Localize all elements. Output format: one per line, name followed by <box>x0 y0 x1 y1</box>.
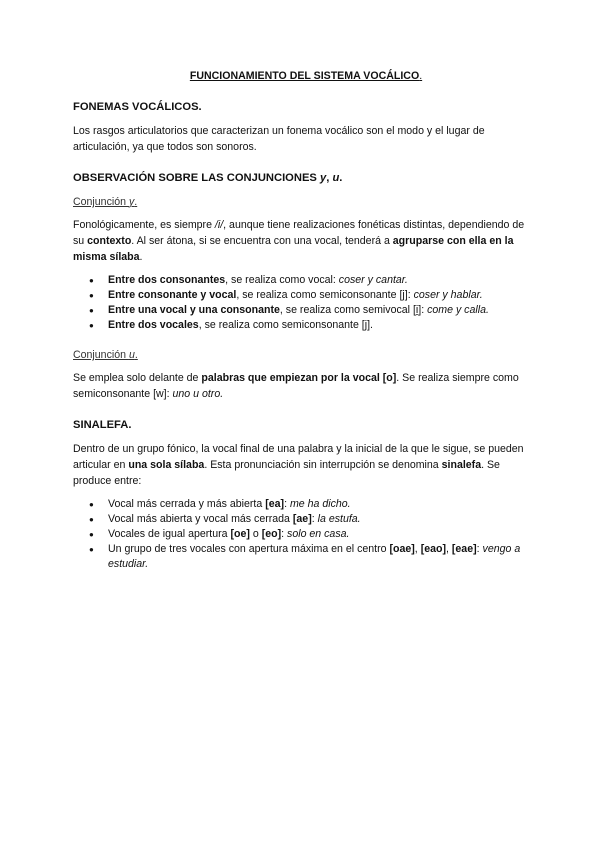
vowel-code: [oe] <box>230 528 250 540</box>
bold-text: palabras que empiezan por la vocal [o] <box>201 372 397 384</box>
connector: o <box>249 528 262 540</box>
bold-text: contexto <box>87 235 132 247</box>
paragraph-conjuncion-u <box>73 370 533 402</box>
subheading-conjuncion-y <box>73 194 533 210</box>
list-item-bold: Entre dos consonantes <box>108 274 226 286</box>
list-item-text: , se realiza como semiconsonante [j]. <box>198 319 373 331</box>
vowel-code: [ae] <box>292 513 312 525</box>
list-item-example: la estufa. <box>317 513 361 525</box>
separator: : <box>281 528 288 540</box>
list-item-text: Vocales de igual apertura <box>108 528 231 540</box>
list-conjuncion-y <box>73 273 533 333</box>
subheading-conjuncion-u <box>73 347 533 363</box>
heading-letter-y: y <box>320 172 327 184</box>
paragraph-sinalefa <box>73 441 533 489</box>
separator: : <box>284 498 290 510</box>
list-item <box>108 273 533 288</box>
separator: , <box>414 543 421 555</box>
list-item-example: solo en casa. <box>287 528 350 540</box>
list-item-example: come y calla. <box>427 304 489 316</box>
list-item <box>108 542 533 572</box>
sub-text: Conjunción <box>73 196 129 208</box>
heading-comma: , <box>326 172 333 184</box>
text: . Se produce entre: <box>73 459 500 487</box>
vowel-code: [eae] <box>451 543 477 555</box>
list-item-text: , se realiza como semivocal [i̯]: <box>279 304 428 316</box>
separator: , <box>446 543 452 555</box>
list-item-bold: Entre consonante y vocal <box>108 289 237 301</box>
example-text: uno u otro. <box>172 388 224 400</box>
paragraph-conjuncion-y <box>73 217 533 265</box>
section-paragraph-fonemas: Los rasgos articulatorios que caracterizan un fonema vocálico son el modo y el lugar de articulación, ya que todos son sonoros. <box>73 125 485 153</box>
list-item <box>108 527 533 542</box>
sub-letter: u <box>128 349 135 361</box>
bold-text: sinalefa <box>441 459 482 471</box>
document-content <box>73 68 533 572</box>
sub-text: Conjunción <box>73 349 129 361</box>
heading-letter-u: u <box>332 172 340 184</box>
list-item-example: coser y hablar. <box>413 289 483 301</box>
text: . <box>139 251 143 263</box>
section-heading-fonemas: FONEMAS VOCÁLICOS. <box>73 101 202 113</box>
list-item-text: , se realiza como vocal: <box>225 274 339 286</box>
title-period: . <box>419 70 423 82</box>
list-item-text: Un grupo de tres vocales con apertura máxima en el centro <box>108 543 390 555</box>
section-heading-conjunciones <box>73 170 533 186</box>
list-item <box>108 497 533 512</box>
list-item-bold: Entre dos vocales <box>108 319 199 331</box>
bold-text: agruparse con ella en la misma sílaba <box>73 235 514 263</box>
list-item <box>108 318 533 333</box>
list-item <box>108 303 533 318</box>
vowel-code: [eao] <box>420 543 446 555</box>
text: . Esta pronunciación sin interrupción se denomina <box>204 459 442 471</box>
separator: : <box>311 513 318 525</box>
list-item-text: , se realiza como semiconsonante [j]: <box>236 289 414 301</box>
list-item-text: Vocal más cerrada y más abierta <box>108 498 266 510</box>
sub-letter: y <box>128 196 135 208</box>
section-heading-sinalefa: SINALEFA. <box>73 419 132 431</box>
bold-text: una sola sílaba <box>128 459 205 471</box>
text: Se emplea solo delante de <box>73 372 202 384</box>
sub-period: . <box>134 349 138 361</box>
phoneme: /i/ <box>214 219 224 231</box>
text: . Al ser átona, si se encuentra con una vocal, tenderá a <box>131 235 393 247</box>
sub-period: . <box>134 196 138 208</box>
vowel-code: [ea] <box>265 498 285 510</box>
list-item-example: me ha dicho. <box>289 498 351 510</box>
list-sinalefa <box>73 497 533 572</box>
page-title <box>73 68 533 84</box>
vowel-code: [oae] <box>389 543 415 555</box>
text: Dentro de un grupo fónico, la vocal final de una palabra y la inicial de la que le sigue, se pueden articular en <box>73 443 524 471</box>
list-item-bold: Entre una vocal y una consonante <box>108 304 280 316</box>
list-item <box>108 288 533 303</box>
text: . Se realiza siempre como semiconsonante [w]: <box>73 372 519 400</box>
list-item-text: Vocal más abierta y vocal más cerrada <box>108 513 293 525</box>
title-text: FUNCIONAMIENTO DEL SISTEMA VOCÁLICO <box>189 70 420 82</box>
vowel-code: [eo] <box>261 528 282 540</box>
heading-period: . <box>339 172 343 184</box>
list-item <box>108 512 533 527</box>
separator: : <box>476 543 483 555</box>
list-item-example: vengo a estudiar. <box>108 543 521 570</box>
heading-text: OBSERVACIÓN SOBRE LAS CONJUNCIONES <box>73 172 320 184</box>
text: Fonológicamente, es siempre <box>73 219 215 231</box>
list-item-example: coser y cantar. <box>338 274 408 286</box>
text: , aunque tiene realizaciones fonéticas distintas, dependiendo de su <box>73 219 525 247</box>
